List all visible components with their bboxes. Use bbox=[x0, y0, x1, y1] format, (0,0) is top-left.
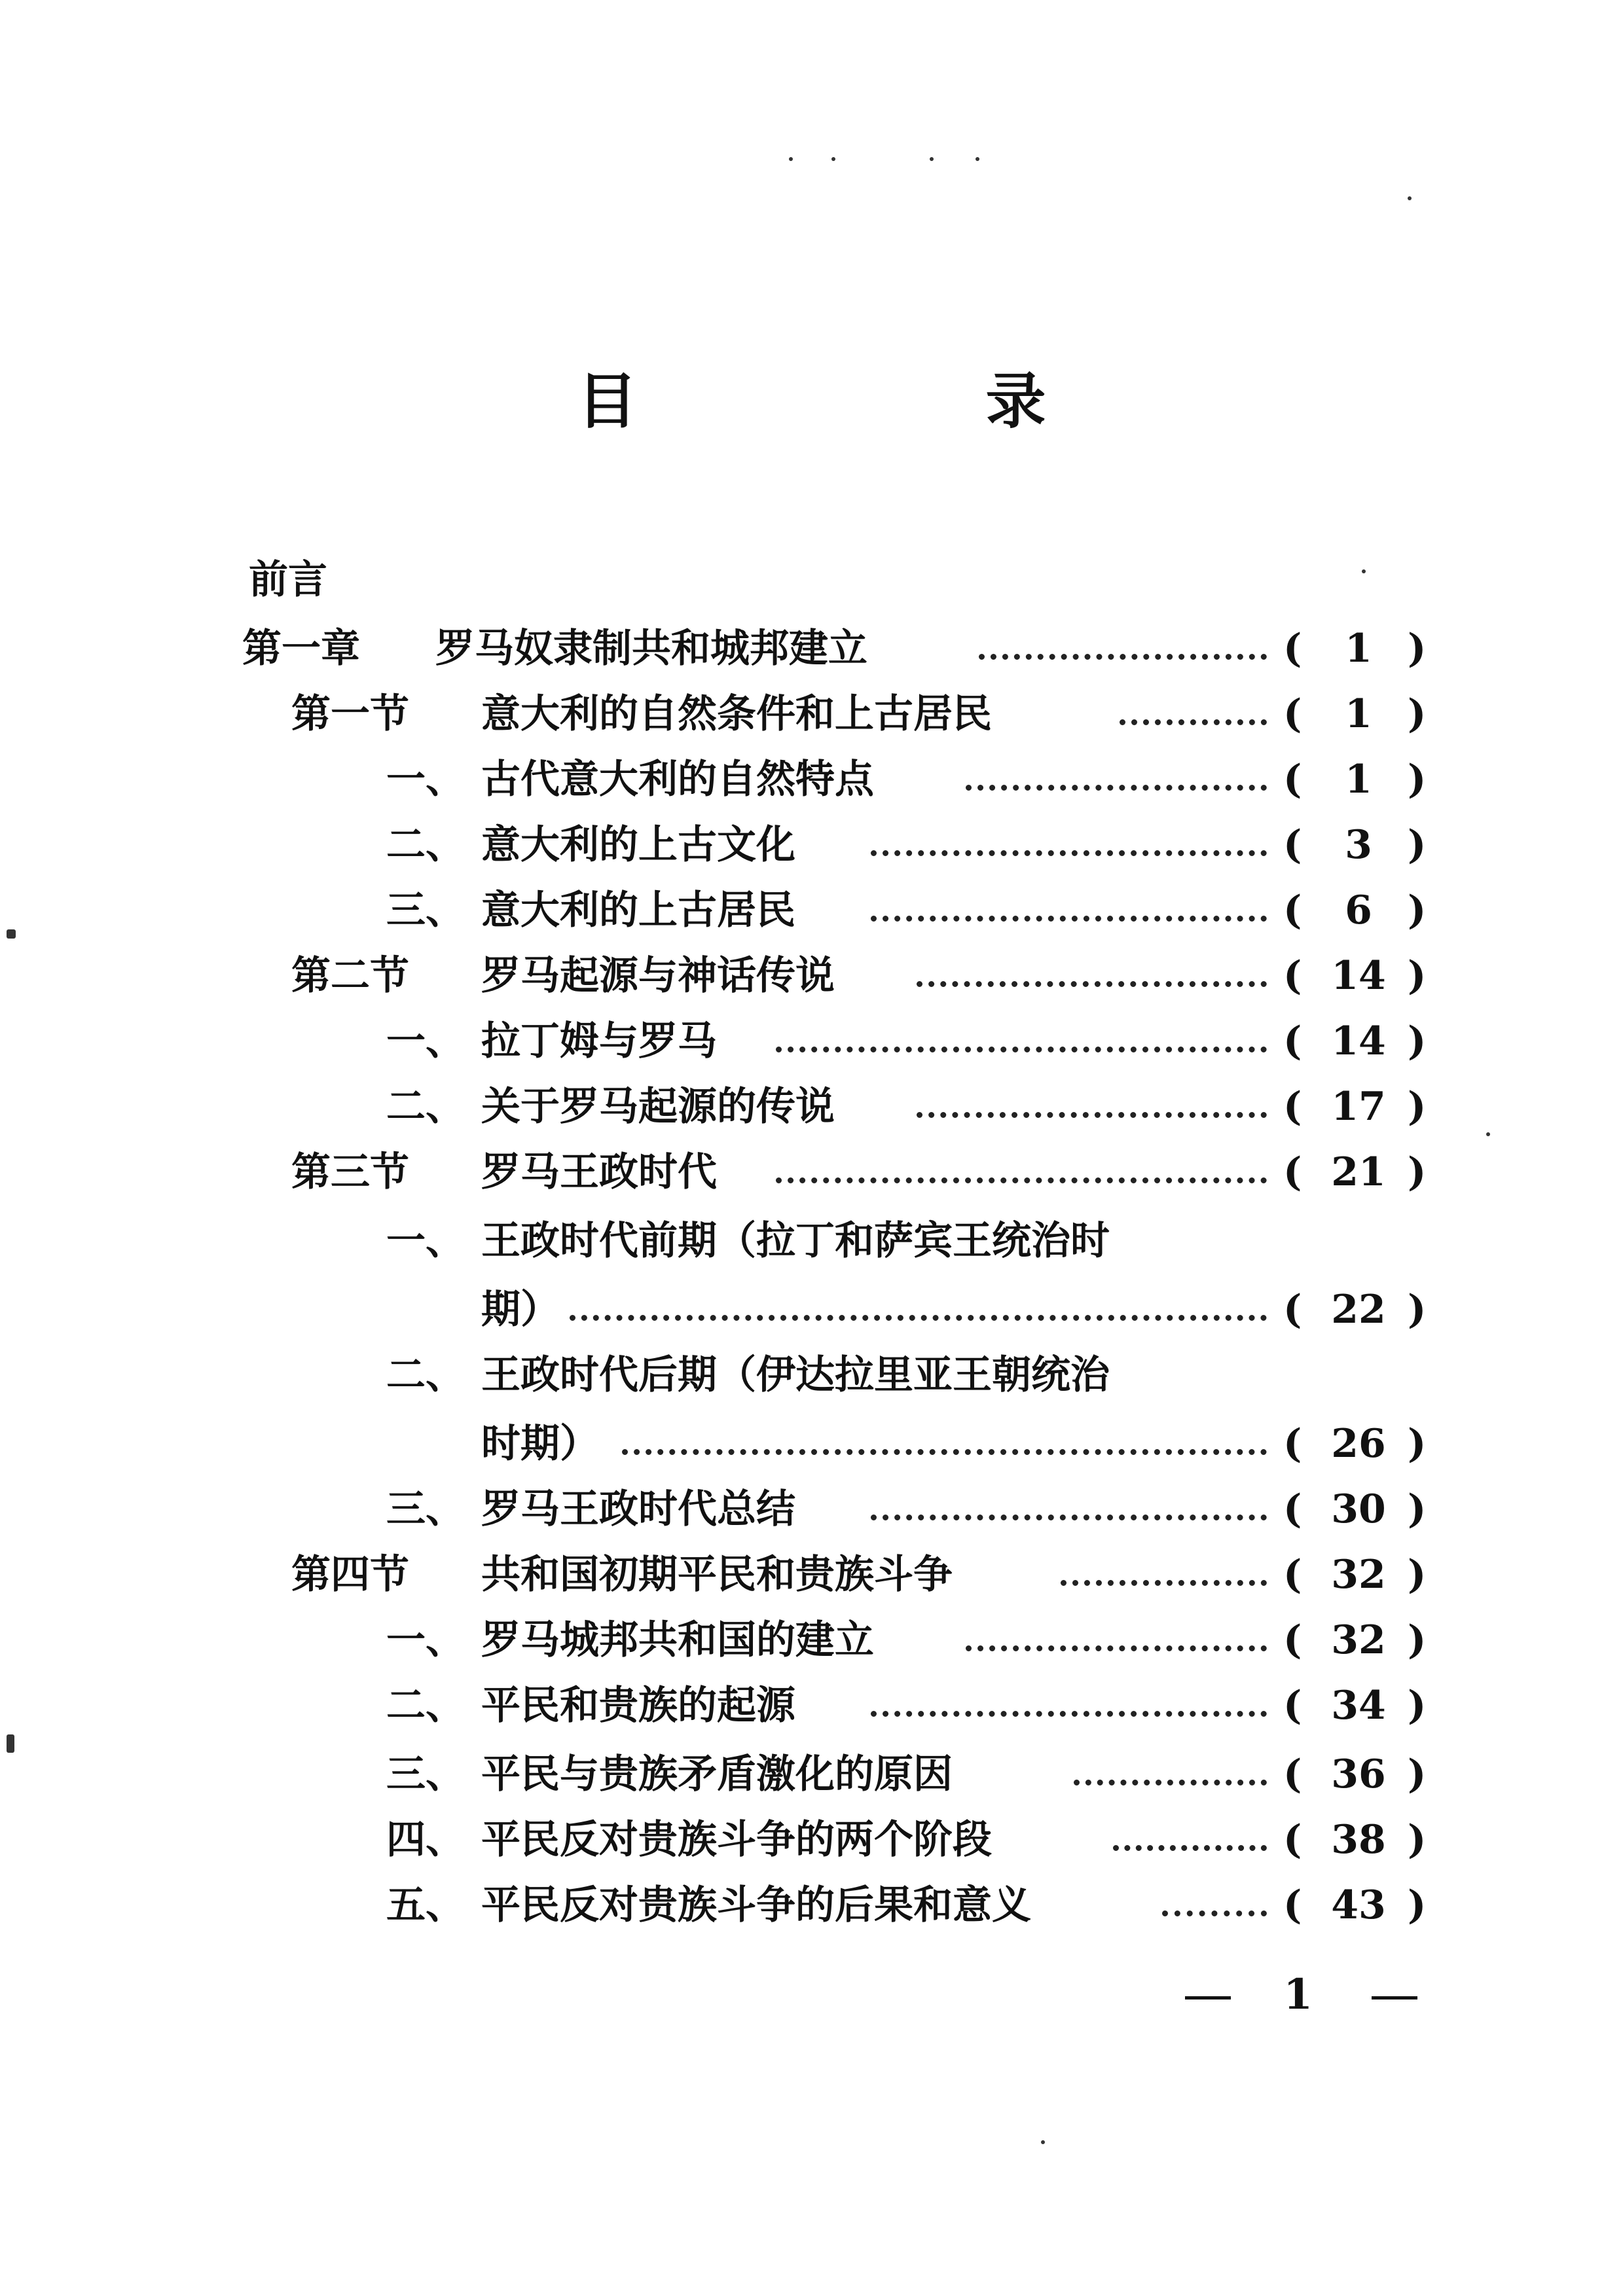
page-title: 目 录 bbox=[577, 366, 1190, 437]
dot-leader bbox=[871, 1515, 1267, 1520]
dot-leader bbox=[776, 1177, 1267, 1183]
entry-title: 意大利的上古居民 bbox=[481, 888, 795, 933]
entry-title: 古代意大利的自然特点 bbox=[481, 757, 874, 802]
entry-title: 罗马王政时代 bbox=[481, 1149, 717, 1195]
entry-title: 罗马起源与神话传说 bbox=[481, 953, 835, 999]
entry-title: 意大利的自然条件和上古居民 bbox=[481, 691, 992, 737]
entry-label: 第四节 bbox=[291, 1552, 409, 1598]
entry-label: 二、 bbox=[386, 1683, 465, 1729]
scan-speck bbox=[1041, 2140, 1045, 2144]
entry-label: 第一节 bbox=[291, 691, 409, 737]
entry-title-continued: 期） bbox=[481, 1287, 560, 1333]
dot-leader bbox=[622, 1449, 1267, 1455]
entry-label: 五、 bbox=[386, 1882, 465, 1928]
dot-leader bbox=[776, 1047, 1267, 1052]
page-number-footer bbox=[1185, 1970, 1417, 2019]
entry-label: 一、 bbox=[386, 1617, 465, 1663]
entry-title: 拉丁姆与罗马 bbox=[481, 1018, 717, 1064]
footer-dash-left bbox=[1185, 1996, 1231, 2000]
dot-leader bbox=[871, 1711, 1267, 1717]
entry-label: 一、 bbox=[386, 757, 465, 802]
dot-leader bbox=[1162, 1910, 1267, 1916]
dot-leader bbox=[966, 1645, 1267, 1651]
entry-title: 意大利的上古文化 bbox=[481, 822, 795, 868]
entry-title: 罗马奴隶制共和城邦建立 bbox=[435, 626, 867, 672]
entry-label: 三、 bbox=[386, 888, 465, 933]
scan-speck bbox=[831, 157, 835, 161]
entry-title: 王政时代后期（伊达拉里亚王朝统治 bbox=[481, 1352, 1110, 1398]
entry-title: 平民与贵族矛盾激化的原因 bbox=[481, 1751, 953, 1797]
scan-speck bbox=[1486, 1132, 1490, 1136]
entry-title: 王政时代前期（拉丁和萨宾王统治时 bbox=[481, 1218, 1110, 1264]
entry-label: 一、 bbox=[386, 1218, 465, 1264]
dot-leader bbox=[1113, 1845, 1267, 1851]
entry-label: 第一章 bbox=[242, 626, 360, 672]
entry-label: 三、 bbox=[386, 1486, 465, 1532]
entry-title: 罗马王政时代总结 bbox=[481, 1486, 795, 1532]
scan-speck bbox=[976, 157, 979, 161]
entry-title: 平民反对贵族斗争的两个阶段 bbox=[481, 1817, 992, 1863]
entry-label: 四、 bbox=[386, 1817, 465, 1863]
scan-speck bbox=[930, 157, 934, 161]
dot-leader bbox=[1120, 719, 1267, 725]
dot-leader bbox=[979, 654, 1267, 660]
footer-page-number: 1 bbox=[1283, 1970, 1319, 2019]
dot-leader bbox=[966, 785, 1267, 791]
dot-leader bbox=[917, 1112, 1267, 1118]
scan-speck bbox=[1408, 196, 1412, 200]
entry-label: 一、 bbox=[386, 1018, 465, 1064]
entry-label: 第二节 bbox=[291, 953, 409, 999]
entry-title: 平民和贵族的起源 bbox=[481, 1683, 795, 1729]
scan-speck bbox=[7, 929, 16, 939]
entry-label: 二、 bbox=[386, 1084, 465, 1130]
entry-label: 二、 bbox=[386, 822, 465, 868]
preface-label: 前言 bbox=[249, 557, 327, 603]
scan-speck bbox=[1362, 569, 1366, 573]
dot-leader bbox=[871, 916, 1267, 922]
dot-leader bbox=[570, 1315, 1267, 1321]
entry-title: 共和国初期平民和贵族斗争 bbox=[481, 1552, 953, 1598]
dot-leader bbox=[871, 850, 1267, 856]
document-page: 目 录 前言 第一章 罗马奴隶制共和城邦建立 ( 1 ) 第一节 意大利的自然条件和上古居民 ( 1 ) 一、 古代意大利的自然特点 ( 1 ) 二、 意大利的上古文化 ( 3 ) 三、 意大利的上古居民 ( 6 ) 第二节 罗马起源与神话传说 ( 14 ) 一、 拉丁姆与罗马 ( 14 ) 二、 关于罗马起源的传说 ( 17 ) 第三节 罗马王政时代 ( 21 ) 一、 王政时代前期（拉丁和萨宾王统治时 期） ( 22 ) 二、 王政时代后期（伊达拉里亚王朝统治 时期） ( 26 ) 三、 罗马王政时代总结 ( 30 ) 第四节 共和国初期平民和贵族斗争 ( 32 ) 一、 罗马城邦共和国的建立 ( 32 ) 二、 平民和贵族的起源 ( 34 ) 三、 平民与贵族矛盾激化的原因 ( 36 ) 四、 平民反对贵族斗争的两个阶段 ( 38 ) 五、 平民反对贵族斗争的后果和意义 ( 43 ) 1 bbox=[0, 0, 1623, 2296]
entry-title: 罗马城邦共和国的建立 bbox=[481, 1617, 874, 1663]
entry-title-continued: 时期） bbox=[481, 1421, 599, 1467]
dot-leader bbox=[917, 981, 1267, 987]
dot-leader bbox=[1074, 1780, 1267, 1785]
entry-label: 第三节 bbox=[291, 1149, 409, 1195]
scan-speck bbox=[789, 157, 793, 161]
entry-title: 平民反对贵族斗争的后果和意义 bbox=[481, 1882, 1031, 1928]
dot-leader bbox=[1061, 1580, 1267, 1586]
entry-label: 三、 bbox=[386, 1751, 465, 1797]
scan-speck bbox=[7, 1734, 14, 1753]
footer-dash-right bbox=[1372, 1996, 1417, 2000]
entry-title: 关于罗马起源的传说 bbox=[481, 1084, 835, 1130]
entry-label: 二、 bbox=[386, 1352, 465, 1398]
